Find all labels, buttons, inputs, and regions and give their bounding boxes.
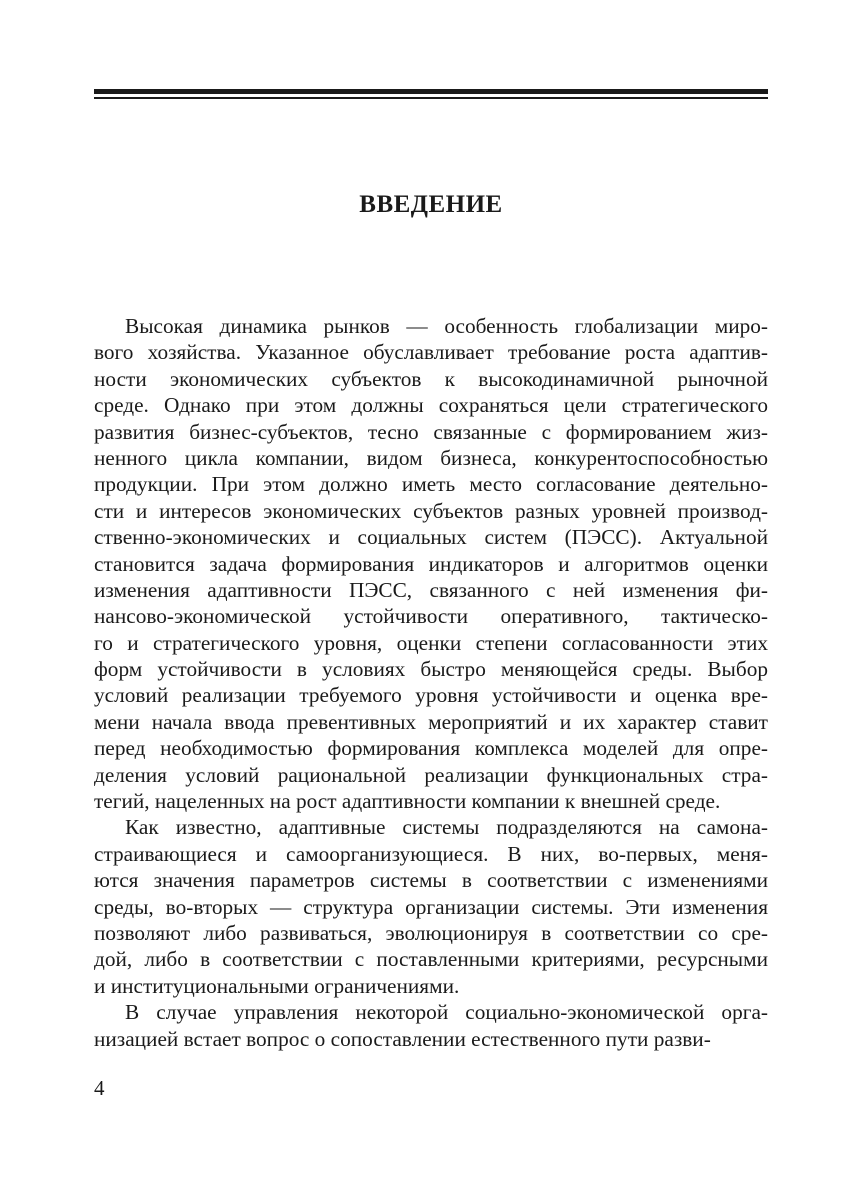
chapter-title: ВВЕДЕНИЕ bbox=[359, 191, 503, 218]
text-line: мени начала ввода превентивных мероприятий и их характер ставит bbox=[94, 709, 768, 734]
text-line: нансово-экономической устойчивости оперативного, тактическо- bbox=[94, 604, 768, 629]
text-line: ственно-экономических и социальных систем (ПЭСС). Актуальной bbox=[94, 525, 768, 550]
text-line: сти и интересов экономических субъектов разных уровней производ- bbox=[94, 498, 768, 523]
text-line: ненного цикла компании, видом бизнеса, конкурентоспособностью bbox=[94, 445, 768, 470]
page-number: 4 bbox=[94, 1076, 105, 1100]
text-line: среде. Однако при этом должны сохраняться цели стратегического bbox=[94, 393, 768, 418]
paragraph bbox=[94, 999, 768, 1052]
paragraph bbox=[94, 313, 768, 814]
text-line: условий реализации требуемого уровня устойчивости и оценка вре- bbox=[94, 683, 768, 708]
text-line: В случае управления некоторой социально-экономической орга- bbox=[125, 1000, 768, 1025]
text-line: дой, либо в соответствии с поставленными критериями, ресурсными bbox=[94, 947, 768, 972]
paragraph bbox=[94, 814, 768, 999]
text-line: ются значения параметров системы в соответствии с изменениями bbox=[94, 868, 768, 893]
text-line: продукции. При этом должно иметь место согласование деятельно- bbox=[94, 472, 768, 497]
text-line: страивающиеся и самоорганизующиеся. В них, во-первых, меня- bbox=[94, 841, 768, 866]
text-line: го и стратегического уровня, оценки степени согласованности этих bbox=[94, 630, 768, 655]
text-line: изменения адаптивности ПЭСС, связанного с ней изменения фи- bbox=[94, 577, 768, 602]
text-line: ности экономических субъектов к высокодинамичной рыночной bbox=[94, 366, 768, 391]
header-rule-thick bbox=[94, 89, 768, 94]
text-line: перед необходимостью формирования комплекса моделей для опре- bbox=[94, 736, 768, 761]
text-line: развития бизнес-субъектов, тесно связанные с формированием жиз- bbox=[94, 419, 768, 444]
text-line: деления условий рациональной реализации функциональных стра- bbox=[94, 762, 768, 787]
text-line: низацией встает вопрос о сопоставлении естественного пути разви- bbox=[94, 1026, 711, 1051]
text-line: форм устойчивости в условиях быстро меняющейся среды. Выбор bbox=[94, 657, 768, 682]
text-line: вого хозяйства. Указанное обуславливает требование роста адаптив- bbox=[94, 340, 768, 365]
text-line: тегий, нацеленных на рост адаптивности компании к внешней среде. bbox=[94, 789, 721, 814]
text-line: Высокая динамика рынков — особенность глобализации миро- bbox=[125, 314, 768, 338]
text-line: Как известно, адаптивные системы подразделяются на самона- bbox=[125, 815, 768, 840]
text-line: становится задача формирования индикаторов и алгоритмов оценки bbox=[94, 551, 768, 576]
text-line: позволяют либо развиваться, эволюционируя в соответствии со сре- bbox=[94, 920, 768, 945]
text-line: и институциональными ограничениями. bbox=[94, 973, 460, 998]
header-rule-thin bbox=[94, 97, 768, 99]
text-line: среды, во-вторых — структура организации системы. Эти изменения bbox=[94, 894, 768, 919]
body-text bbox=[94, 313, 768, 1052]
